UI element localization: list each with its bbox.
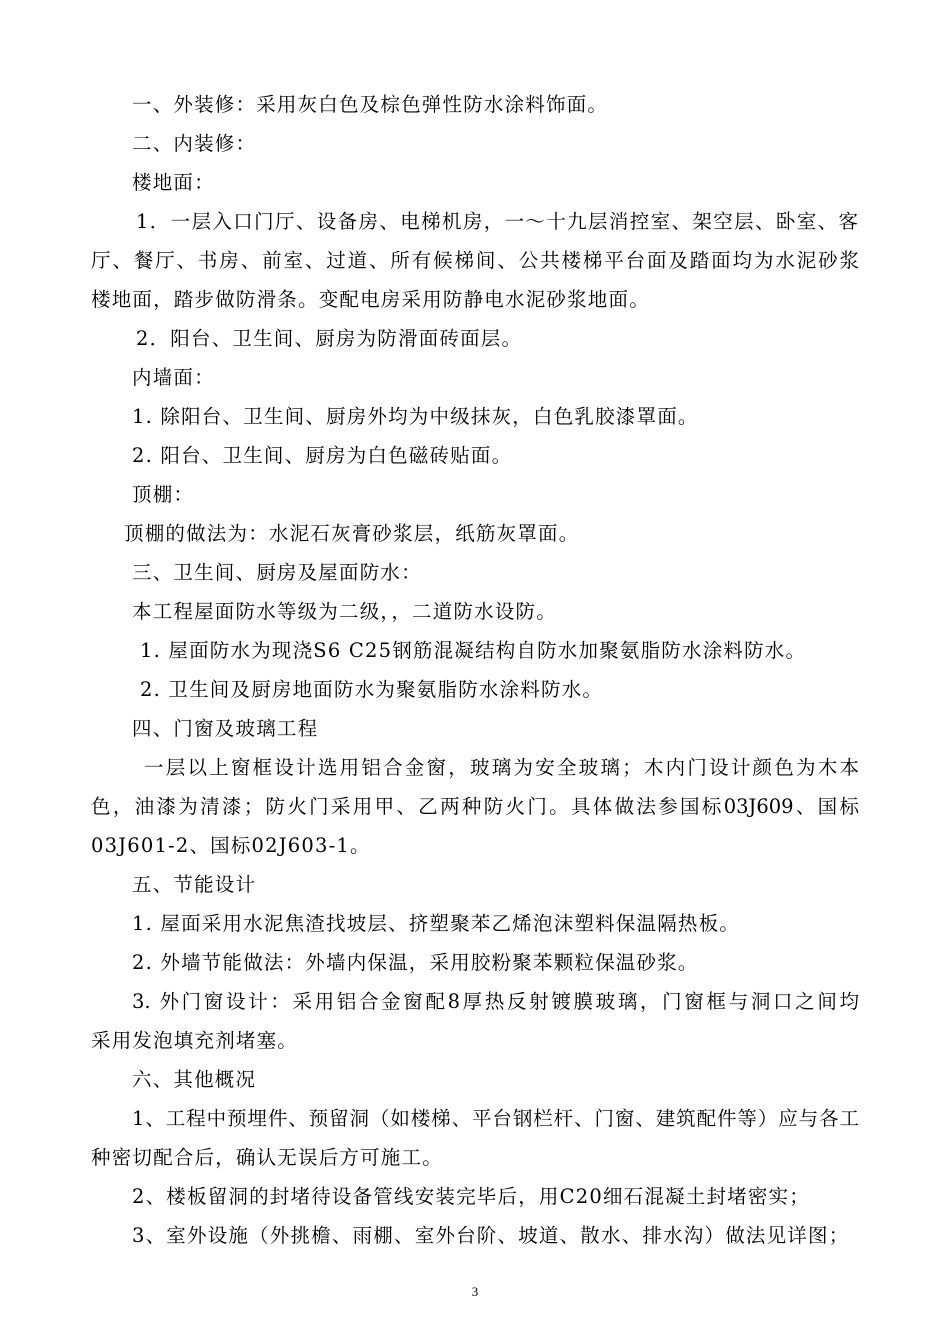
energy-item-2: 2. 外墙节能做法：外墙内保温，采用胶粉聚苯颗粒保温砂浆。 (132, 951, 699, 974)
other-item-1-line-2: 种密切配合后，确认无误后方可施工。 (91, 1146, 443, 1169)
energy-item-1: 1. 屋面采用水泥焦渣找坡层、挤塑聚苯乙烯泡沫塑料保温隔热板。 (132, 912, 741, 935)
energy-item-3-line-1: 3. 外门窗设计：采用铝合金窗配8厚热反射镀膜玻璃，门窗框与洞口之间均 (132, 990, 859, 1013)
doors-windows-line-1: 一层以上窗框设计选用铝合金窗，玻璃为安全玻璃；木内门设计颜色为木本 (144, 756, 859, 779)
section-energy-heading: 五、节能设计 (132, 873, 257, 896)
floor-item-1-line-1: 1．一层入口门厅、设备房、电梯机房，一～十九层消控室、架空层、卧室、客 (136, 210, 858, 233)
other-item-3: 3、室外设施（外挑檐、雨棚、室外台阶、坡道、散水、排水沟）做法见详图； (132, 1224, 850, 1247)
floor-item-2: 2．阳台、卫生间、厨房为防滑面砖面层。 (136, 327, 523, 350)
energy-item-3-line-2: 采用发泡填充剂堵塞。 (91, 1029, 299, 1052)
section-waterproofing-heading: 三、卫生间、厨房及屋面防水： (132, 561, 422, 584)
section-other-heading: 六、其他概况 (132, 1068, 257, 1091)
page-number: 3 (471, 1284, 479, 1299)
ceiling-heading: 顶棚： (132, 483, 195, 506)
waterproof-grade: 本工程屋面防水等级为二级，，二道防水设防。 (132, 600, 557, 623)
ceiling-method: 顶棚的做法为：水泥石灰膏砂浆层，纸筋灰罩面。 (124, 522, 580, 545)
floor-heading: 楼地面： (132, 171, 215, 194)
section-doors-windows-heading: 四、门窗及玻璃工程 (132, 717, 319, 740)
other-item-2: 2、楼板留洞的封堵待设备管线安装完毕后，用C20细石混凝土封堵密实； (132, 1185, 810, 1208)
doors-windows-line-3: 03J601-2、国标02J603-1。 (91, 834, 371, 857)
waterproof-item-2: 2. 卫生间及厨房地面防水为聚氨脂防水涂料防水。 (140, 678, 604, 701)
floor-item-1-line-2: 厅、餐厅、书房、前室、过道、所有候梯间、公共楼梯平台面及踏面均为水泥砂浆 (91, 249, 859, 272)
wall-item-2: 2. 阳台、卫生间、厨房为白色磁砖贴面。 (132, 444, 513, 467)
wall-item-1: 1. 除阳台、卫生间、厨房外均为中级抹灰，白色乳胶漆罩面。 (132, 405, 699, 428)
floor-item-1-line-3: 楼地面，踏步做防滑条。变配电房采用防静电水泥砂浆地面。 (91, 288, 650, 311)
section-interior-finish-heading: 二、内装修： (132, 132, 257, 155)
doors-windows-line-2: 色，油漆为清漆；防火门采用甲、乙两种防火门。具体做法参国标03J609、国标 (91, 795, 859, 818)
waterproof-item-1: 1. 屋面防水为现浇S6 C25钢筋混凝结构自防水加聚氨脂防水涂料防水。 (140, 639, 807, 662)
other-item-1-line-1: 1、工程中预埋件、预留洞（如楼梯、平台钢栏杆、门窗、建筑配件等）应与各工 (132, 1107, 859, 1130)
section-exterior-finish: 一、外装修：采用灰白色及棕色弹性防水涂料饰面。 (132, 93, 609, 116)
interior-wall-heading: 内墙面： (132, 366, 215, 389)
